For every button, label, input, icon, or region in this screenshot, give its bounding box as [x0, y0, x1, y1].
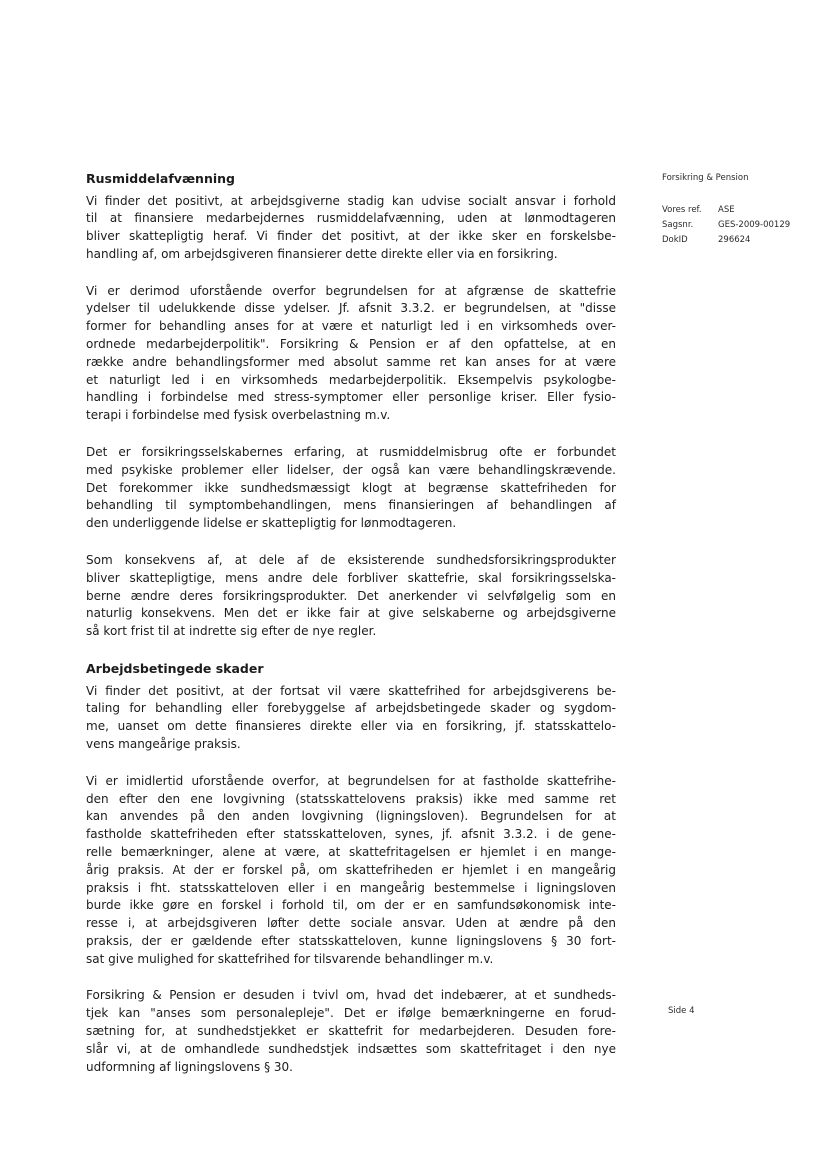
- text-line: udformning af ligningslovens § 30.: [86, 1059, 293, 1074]
- text-line: med psykiske problemer eller lidelser, der også kan være behandlingskrævende.: [86, 462, 616, 477]
- paragraph: [86, 193, 616, 264]
- text-line: handling af, om arbejdsgiveren finansierer dette direkte eller via en forsikring.: [86, 246, 558, 261]
- text-line: til at finansiere medarbejdernes rusmiddelafvænning, uden at lønmodtageren: [86, 211, 616, 226]
- text-line: kan anvendes på den anden lovgivning (ligningsloven). Begrundelsen for at: [86, 809, 616, 824]
- reference-row: [662, 205, 790, 220]
- text-line: naturlig konsekvens. Men det er ikke fair at give selskaberne og arbejdsgiverne: [86, 606, 616, 621]
- document-reference-block: [662, 173, 790, 250]
- text-line: Det forekommer ikke sundhedsmæssigt klogt at begrænse skattefriheden for: [86, 480, 616, 495]
- text-line: slår vi, at de omhandlede sundhedstjek indsættes som skattefritaget i den nye: [86, 1041, 616, 1056]
- text-line: resse i, at arbejdsgiveren løfter dette sociale ansvar. Uden at ændre på den: [86, 916, 616, 931]
- reference-row: [662, 235, 790, 250]
- text-line: række andre behandlingsformer med absolut samme ret kan anses for at være: [86, 354, 616, 369]
- text-line: Som konsekvens af, at dele af de eksisterende sundhedsforsikringsprodukter: [86, 553, 616, 568]
- section-heading: Rusmiddelafvænning: [86, 171, 235, 186]
- text-line: handling i forbindelse med stress-symptomer eller personlige kriser. Eller fysio-: [86, 390, 616, 405]
- reference-value: ASE: [718, 205, 735, 215]
- text-line: me, uanset om dette finansieres direkte eller via en forsikring, jf. statsskattelo-: [86, 719, 616, 734]
- text-line: relle bemærkninger, alene at være, at skattefritagelsen er hjemlet i en mange-: [86, 844, 616, 859]
- text-line: bliver skattepligtige, mens andre dele forbliver skattefrie, skal forsikringsselska-: [86, 570, 616, 585]
- text-line: Det er forsikringsselskabernes erfaring, at rusmiddelmisbrug ofte er forbundet: [86, 445, 616, 460]
- text-line: den efter den ene lovgivning (statsskattelovens praksis) ikke med samme ret: [86, 791, 616, 806]
- reference-value: GES-2009-00129: [718, 220, 791, 230]
- reference-table: [662, 205, 790, 250]
- text-line: Forsikring & Pension er desuden i tvivl om, hvad det indebærer, at et sundheds-: [86, 988, 616, 1003]
- text-line: Vi er derimod uforstående overfor begrundelsen for at afgrænse de skattefrie: [86, 283, 616, 298]
- text-line: ordnede medarbejderpolitik". Forsikring & Pension er af den opfattelse, at en: [86, 337, 616, 352]
- reference-value: 296624: [718, 235, 751, 245]
- reference-key: Sagsnr.: [662, 220, 694, 230]
- text-line: burde ikke gøre en forskel i forhold til, om der er en samfundsøkonomisk inte-: [86, 898, 616, 913]
- text-line: vens mangeårige praksis.: [86, 736, 241, 751]
- text-line: Vi er imidlertid uforstående overfor, at begrundelsen for at fastholde skattefrihe-: [86, 773, 616, 788]
- paragraph: [86, 987, 616, 1076]
- text-line: behandling til symptombehandlingen, mens finansieringen af behandlingen af: [86, 498, 616, 513]
- text-line: berne ændre deres forsikringsprodukter. Det anerkender vi selvfølgelig som en: [86, 588, 616, 603]
- text-line: Vi finder det positivt, at der fortsat vil være skattefrihed for arbejdsgiverens be-: [86, 683, 616, 698]
- page-number: Side 4: [668, 1006, 695, 1016]
- text-line: fastholde skattefriheden efter statsskatteloven, synes, jf. afsnit 3.3.2. i de gene-: [86, 827, 616, 842]
- text-line: sætning for, at sundhedstjekket er skattefrit for medarbejderen. Desuden fore-: [86, 1024, 616, 1039]
- section-heading: Arbejdsbetingede skader: [86, 661, 264, 677]
- text-line: årig praksis. At der er forskel på, om skattefriheden er hjemlet i en mangeårig: [86, 862, 616, 877]
- text-line: praksis, der er gældende efter statsskatteloven, kunne ligningslovens § 30 fort-: [86, 933, 616, 948]
- sender-organization: Forsikring & Pension: [662, 173, 749, 183]
- text-line: Vi finder det positivt, at arbejdsgiverne stadig kan udvise socialt ansvar i forhold: [86, 193, 616, 208]
- reference-key: DokID: [662, 235, 688, 245]
- paragraph: [86, 683, 616, 754]
- reference-row: [662, 220, 790, 235]
- text-line: taling for behandling eller forebyggelse af arbejdsbetingede skader og sygdom-: [86, 701, 616, 716]
- reference-key: Vores ref.: [662, 205, 702, 215]
- paragraph: [86, 773, 616, 969]
- document-body: [86, 170, 616, 1095]
- text-line: ydelser til udelukkende disse ydelser. Jf. afsnit 3.3.2. er begrundelsen, at "disse: [86, 301, 616, 316]
- paragraph: [86, 444, 616, 533]
- text-line: bliver skattepligtig heraf. Vi finder det positivt, at der ikke sker en forskelsbe-: [86, 229, 616, 244]
- text-line: tjek kan "anses som personalepleje". Det er ifølge bemærkningerne en forud-: [86, 1006, 616, 1021]
- text-line: former for behandling anses for at være et naturligt led i en virksomheds over-: [86, 319, 616, 334]
- text-line: så kort frist til at indrette sig efter de nye regler.: [86, 624, 377, 639]
- paragraph: [86, 552, 616, 641]
- text-line: den underliggende lidelse er skattepligtig for lønmodtageren.: [86, 516, 457, 531]
- text-line: sat give mulighed for skattefrihed for tilsvarende behandlinger m.v.: [86, 951, 494, 966]
- text-line: et naturligt led i en virksomheds medarbejderpolitik. Eksempelvis psykologbe-: [86, 372, 616, 387]
- text-line: terapi i forbindelse med fysisk overbelastning m.v.: [86, 408, 391, 423]
- text-line: praksis i fht. statsskatteloven eller i en mangeårig bestemmelse i ligningsloven: [86, 880, 616, 895]
- paragraph: [86, 283, 616, 425]
